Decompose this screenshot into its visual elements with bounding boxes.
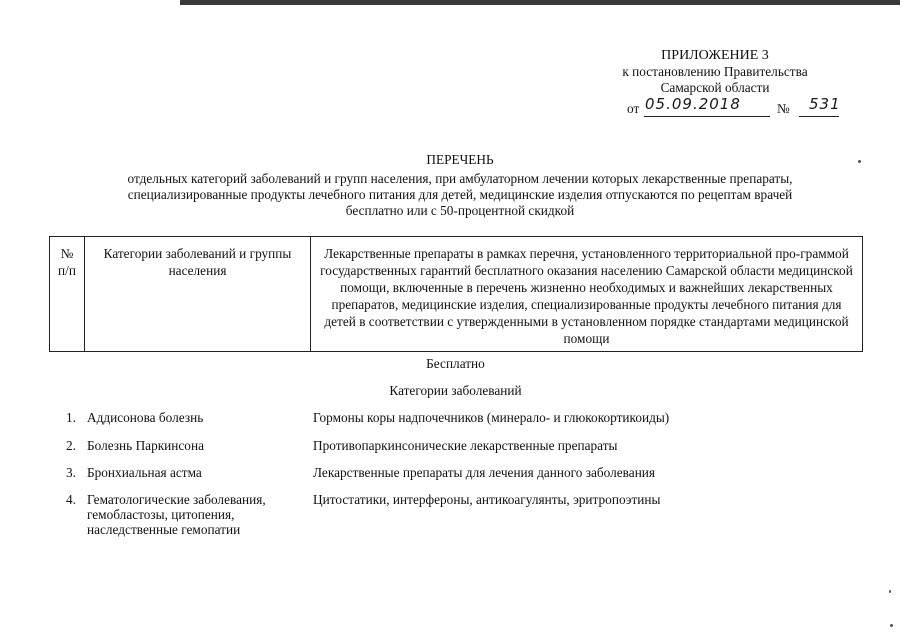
- section-categories: Категории заболеваний: [389, 383, 522, 398]
- row-drugs: Противопаркинсонические лекарственные препараты: [313, 438, 618, 453]
- date-underline: [644, 116, 770, 117]
- row-drugs: Цитостатики, интерфероны, антикоагулянты, эритропоэтины: [313, 492, 661, 507]
- handwritten-number: 531: [809, 95, 841, 113]
- header-categories: Категории заболеваний и группы населения: [85, 237, 311, 352]
- header-number: № п/п: [50, 237, 85, 352]
- title-line-2: специализированные продукты лечебного питания для детей, медицинские изделия отпускаются по рецептам врачей: [127, 187, 793, 202]
- row-category: Бронхиальная астма: [87, 465, 202, 480]
- title-heading: ПЕРЕЧЕНЬ: [426, 152, 494, 167]
- scan-edge-shadow: [0, 0, 905, 7]
- row-category: Аддисонова болезнь: [87, 410, 204, 425]
- header-table: [49, 236, 863, 352]
- scan-speck: [858, 160, 861, 163]
- row-drugs: Лекарственные препараты для лечения данного заболевания: [313, 465, 656, 480]
- row-number: 2.: [66, 438, 76, 453]
- scan-speck: [889, 590, 891, 593]
- date-prefix: от: [627, 101, 640, 116]
- number-underline: [799, 116, 839, 117]
- header-drugs: Лекарственные препараты в рамках перечня, установленного территориальной про-граммой государственных гарантий бесплатного оказания населению Самарской области медицинской помощи, включенные в перечень жизненно необходимых и важнейших лекарственных препаратов, медицинские изделия, специализированные продукты лечебного питания для детей в соответствии с утвержденными в установленном порядке стандартами медицинской помощи: [311, 237, 863, 352]
- row-number: 1.: [66, 410, 76, 425]
- document-title: [60, 152, 860, 219]
- title-line-3: бесплатно или с 50-процентной скидкой: [345, 203, 575, 218]
- table-header-row: [50, 237, 863, 352]
- scan-speck: [890, 624, 893, 627]
- appendix-region-line: Самарской области: [660, 80, 770, 95]
- appendix-block: [590, 48, 840, 96]
- handwritten-date: 05.09.2018: [645, 95, 741, 113]
- row-category: Гематологические заболевания, гемобластозы, цитопения, наследственные гемопатии: [87, 492, 266, 537]
- row-drugs: Гормоны коры надпочечников (минерало- и глюкокортикоиды): [313, 410, 670, 425]
- decree-date-number: [627, 96, 857, 118]
- section-free: Бесплатно: [426, 356, 485, 371]
- row-category: Болезнь Паркинсона: [87, 438, 204, 453]
- row-number: 4.: [66, 492, 76, 507]
- row-number: 3.: [66, 465, 76, 480]
- number-label: №: [777, 101, 790, 116]
- appendix-label: ПРИЛОЖЕНИЕ 3: [661, 48, 769, 63]
- appendix-resolution-line: к постановлению Правительства: [622, 64, 808, 79]
- title-line-1: отдельных категорий заболеваний и групп населения, при амбулаторном лечении которых лекарственные препараты,: [127, 171, 793, 186]
